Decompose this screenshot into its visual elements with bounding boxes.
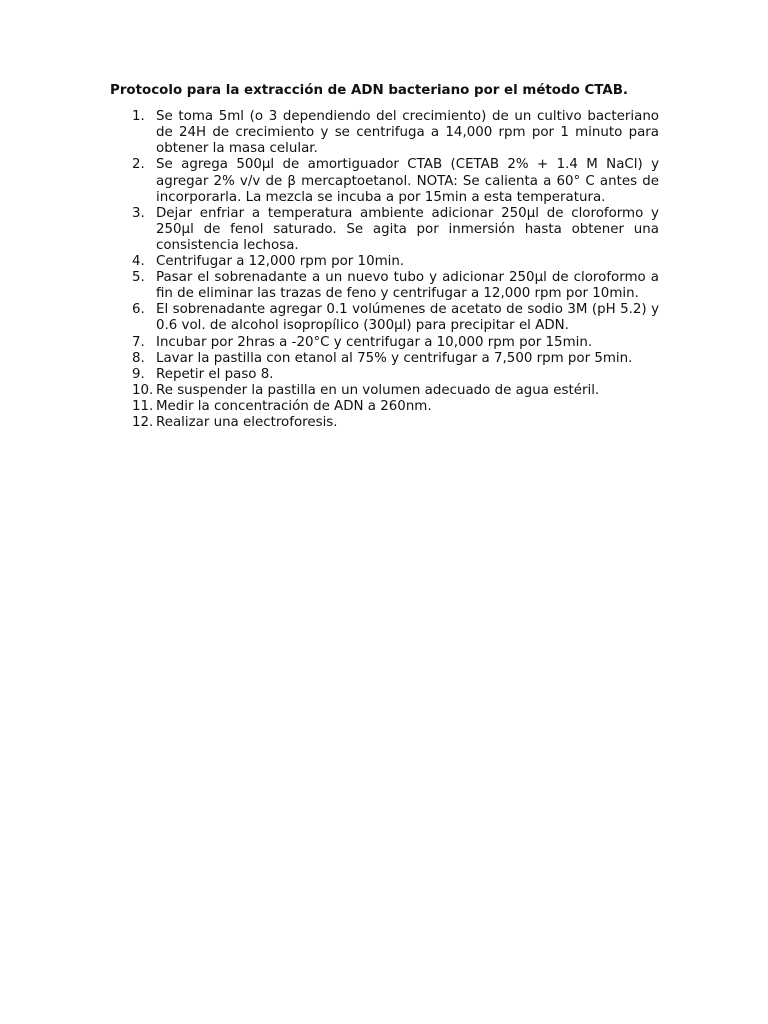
protocol-step	[110, 206, 659, 254]
protocol-step-list	[110, 109, 659, 431]
step-number: 5.	[132, 270, 145, 286]
step-text: Pasar el sobrenadante a un nuevo tubo y adicionar 250µl de cloroformo a fin de eliminar las trazas de feno y centrifugar a 12,000 rpm por 10min.	[156, 270, 659, 302]
step-number: 9.	[132, 366, 145, 382]
step-number: 2.	[132, 157, 145, 173]
protocol-step	[110, 270, 659, 302]
protocol-step	[110, 415, 659, 431]
step-text: Medir la concentración de ADN a 260nm.	[156, 398, 432, 414]
step-text: Se agrega 500µl de amortiguador CTAB (CETAB 2% + 1.4 M NaCl) y agregar 2% v/v de β mercaptoetanol. NOTA: Se calienta a 60° C antes de incorporarla. La mezcla se incuba a por 15min a esta temperatura.	[156, 157, 659, 205]
step-text: Re suspender la pastilla en un volumen adecuado de agua estéril.	[156, 382, 600, 398]
step-number: 12.	[132, 414, 154, 430]
step-number: 1.	[132, 109, 145, 125]
document-content	[110, 83, 659, 431]
step-text: Incubar por 2hras a -20°C y centrifugar a 10,000 rpm por 15min.	[156, 334, 593, 350]
protocol-step	[110, 335, 659, 351]
protocol-step	[110, 367, 659, 383]
step-number: 7.	[132, 334, 145, 350]
step-text: Se toma 5ml (o 3 dependiendo del crecimiento) de un cultivo bacteriano de 24H de crecimiento y se centrifuga a 14,000 rpm por 1 minuto para obtener la masa celular.	[156, 109, 659, 157]
step-number: 4.	[132, 254, 145, 270]
step-number: 3.	[132, 205, 145, 221]
protocol-step	[110, 383, 659, 399]
protocol-step	[110, 399, 659, 415]
step-text: Repetir el paso 8.	[156, 366, 274, 382]
document-title: Protocolo para la extracción de ADN bacteriano por el método CTAB.	[110, 83, 629, 98]
step-text: El sobrenadante agregar 0.1 volúmenes de acetato de sodio 3M (pH 5.2) y 0.6 vol. de alcohol isopropílico (300µl) para precipitar el ADN.	[156, 302, 659, 334]
step-number: 8.	[132, 350, 145, 366]
protocol-step	[110, 254, 659, 270]
step-text: Centrifugar a 12,000 rpm por 10min.	[156, 254, 405, 270]
step-text: Dejar enfriar a temperatura ambiente adicionar 250µl de cloroformo y 250µl de fenol saturado. Se agita por inmersión hasta obtener una consistencia lechosa.	[156, 205, 659, 253]
step-text: Realizar una electroforesis.	[156, 414, 338, 430]
step-text: Lavar la pastilla con etanol al 75% y centrifugar a 7,500 rpm por 5min.	[156, 350, 633, 366]
protocol-step	[110, 351, 659, 367]
step-number: 6.	[132, 302, 145, 318]
step-number: 10.	[132, 382, 154, 398]
protocol-step	[110, 157, 659, 205]
protocol-step	[110, 109, 659, 157]
protocol-step	[110, 302, 659, 334]
step-number: 11.	[132, 398, 154, 414]
